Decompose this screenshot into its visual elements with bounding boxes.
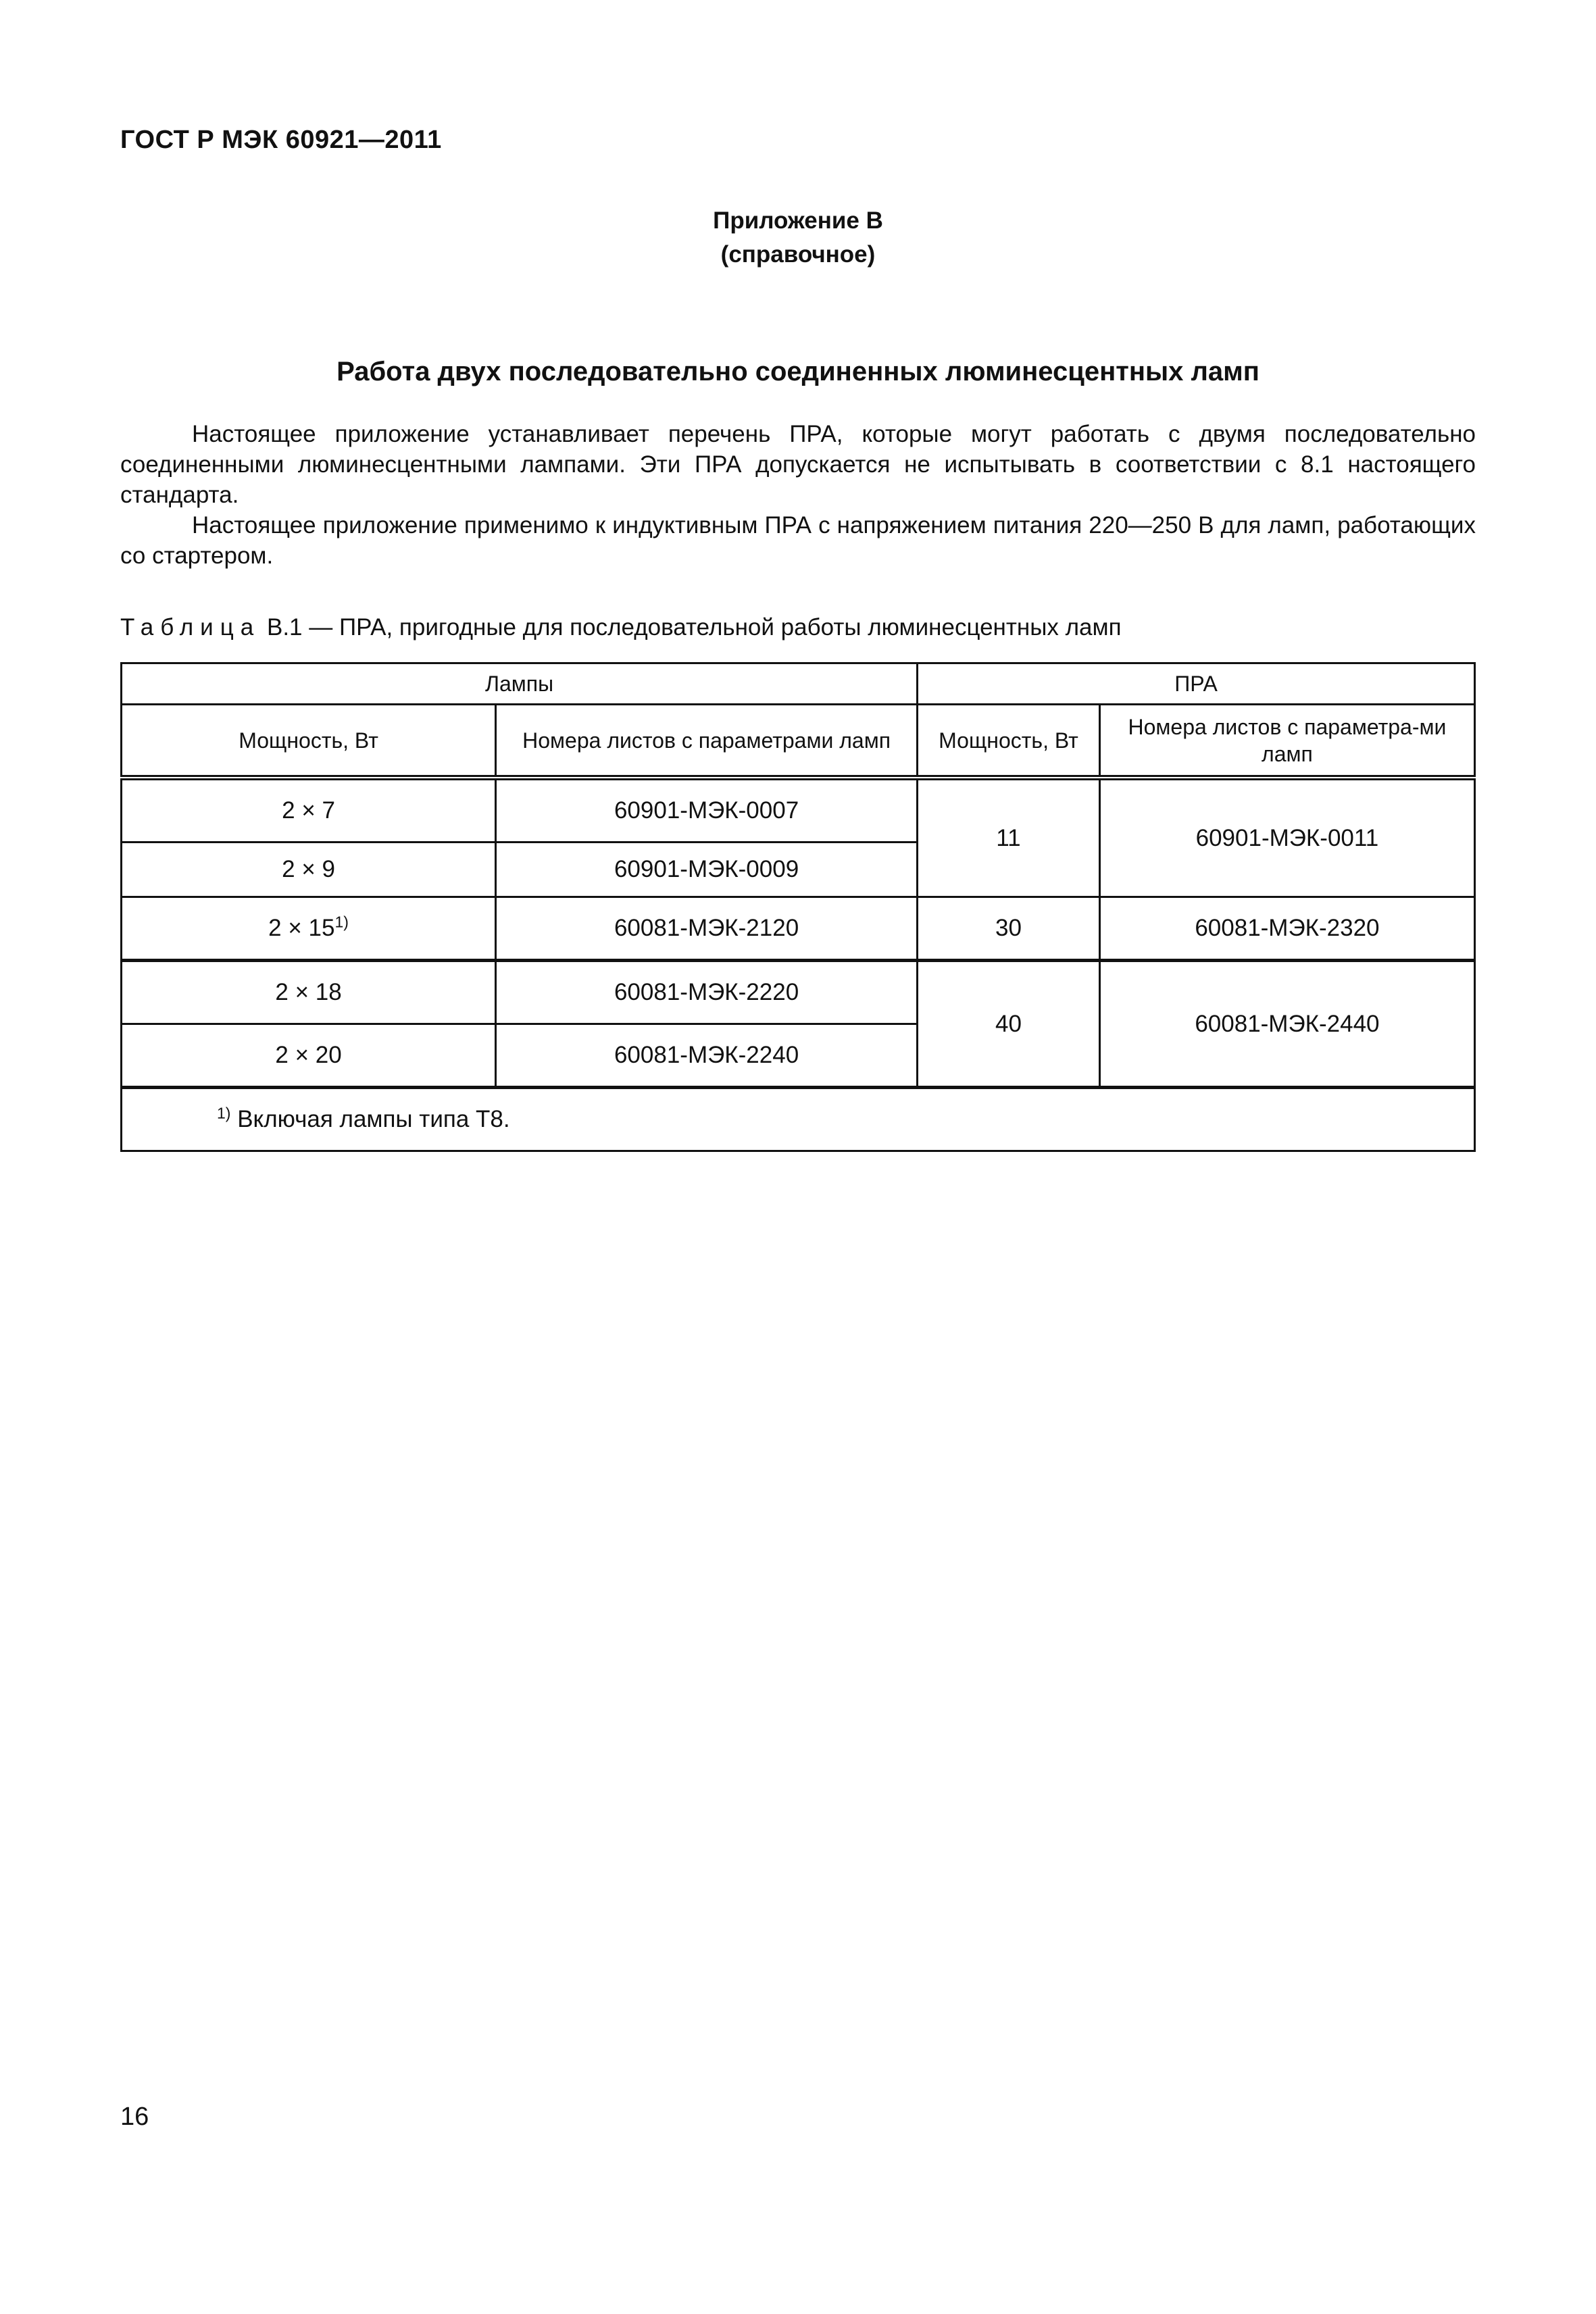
lamp-sheet-cell: 60901-МЭК-0007: [496, 778, 918, 842]
ballast-sheet-cell: 60901-МЭК-0011: [1099, 778, 1474, 897]
lamp-power-cell: [122, 897, 496, 961]
ballast-table: [120, 662, 1476, 1152]
annex-title-block: [0, 204, 1596, 272]
footnote-reference: 1): [334, 913, 349, 931]
lamp-power-cell: 2 × 20: [122, 1024, 496, 1088]
page-number: 16: [120, 2103, 149, 2131]
lamp-sheet-cell: 60081-МЭК-2220: [496, 961, 918, 1024]
header-ballast-sheets: Номера листов с параметра-ми ламп: [1099, 705, 1474, 778]
paragraph-2: Настоящее приложение применимо к индуктивным ПРА с напряжением питания 220—250 В для ламп, работающих со стартером.: [120, 512, 1476, 569]
annex-subtitle: (справочное): [720, 241, 876, 268]
document-code: ГОСТ Р МЭК 60921—2011: [120, 126, 442, 154]
table-row: [122, 778, 1475, 842]
lamp-sheet-cell: 60901-МЭК-0009: [496, 842, 918, 897]
lamp-power-cell: 2 × 7: [122, 778, 496, 842]
table-caption-text: В.1 — ПРА, пригодные для последовательной работы люминесцентных ламп: [266, 614, 1122, 640]
header-ballast-power: Мощность, Вт: [918, 705, 1100, 778]
lamp-sheet-cell: 60081-МЭК-2120: [496, 897, 918, 961]
body-text: [120, 419, 1476, 571]
header-ballast-group: ПРА: [918, 663, 1475, 705]
lamp-sheet-cell: 60081-МЭК-2240: [496, 1024, 918, 1088]
ballast-sheet-cell: 60081-МЭК-2440: [1099, 961, 1474, 1088]
table-caption-label: Таблица: [120, 614, 261, 640]
table-footnote-row: [122, 1088, 1475, 1151]
paragraph-1: Настоящее приложение устанавливает перечень ПРА, которые могут работать с двумя последовательно соединенными люминесцентными лампами. Эти ПРА допускается не испытывать в соответствии с 8.1 настоящего стандарта.: [120, 421, 1476, 508]
footnote-text: Включая лампы типа Т8.: [237, 1106, 510, 1132]
header-lamps-group: Лампы: [122, 663, 918, 705]
lamp-power-cell: 2 × 9: [122, 842, 496, 897]
table-row: [122, 961, 1475, 1024]
ballast-power-cell: 40: [918, 961, 1100, 1088]
annex-title: Приложение В: [713, 207, 883, 234]
header-lamp-sheets: Номера листов с параметрами ламп: [496, 705, 918, 778]
section-heading: Работа двух последовательно соединенных люминесцентных ламп: [336, 357, 1260, 386]
table-caption: [120, 612, 1476, 643]
ballast-power-cell: 30: [918, 897, 1100, 961]
table-row: [122, 897, 1475, 961]
lamp-power-cell: 2 × 18: [122, 961, 496, 1024]
ballast-power-cell: 11: [918, 778, 1100, 897]
table-footnote: [122, 1088, 1475, 1151]
ballast-sheet-cell: 60081-МЭК-2320: [1099, 897, 1474, 961]
footnote-mark: 1): [217, 1104, 231, 1122]
header-lamp-power: Мощность, Вт: [122, 705, 496, 778]
lamp-power-value: 2 × 15: [268, 915, 335, 941]
